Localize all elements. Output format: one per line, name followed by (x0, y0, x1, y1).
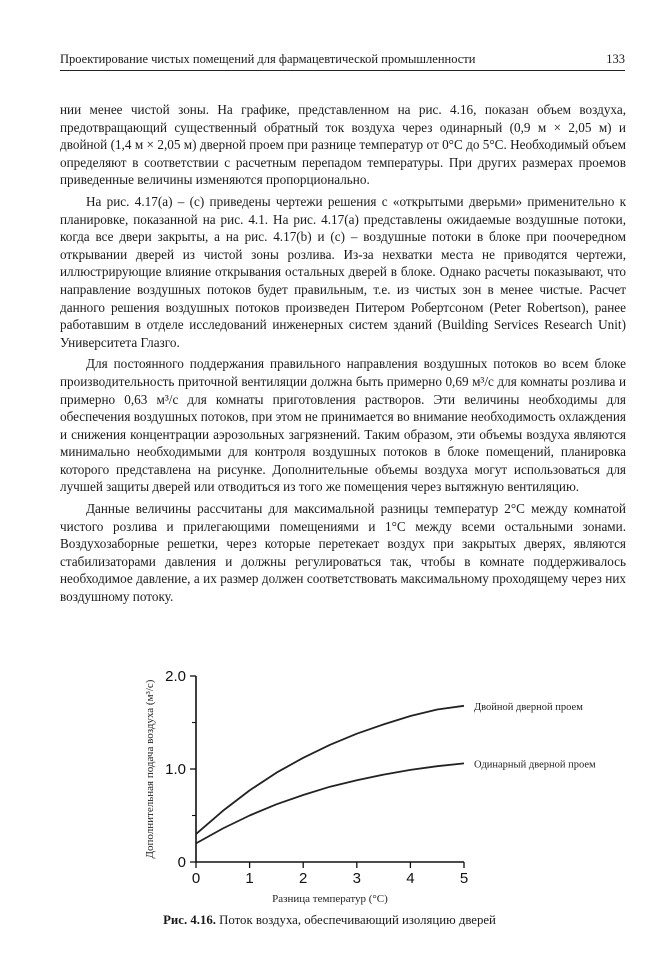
caption-label: Рис. 4.16. (163, 913, 216, 927)
series-label-1: Двойной дверной проем (474, 701, 583, 713)
y-tick-label: 1.0 (165, 761, 186, 778)
x-tick-label: 2 (299, 870, 308, 887)
series-line-2 (196, 763, 464, 843)
page-number: 133 (606, 52, 625, 66)
x-tick-label: 1 (245, 870, 254, 887)
x-tick-label: 4 (406, 870, 415, 887)
figure-caption (0, 913, 659, 928)
series-line-1 (196, 706, 464, 834)
x-tick-label: 0 (191, 870, 201, 887)
series-label-2: Одинарный дверной проем (474, 759, 596, 771)
x-axis-label: Разница температур (°С) (272, 893, 388, 905)
y-axis-label: Дополнительная подача воздуха (м³/с) (144, 679, 156, 859)
paragraph: На рис. 4.17(а) – (с) приведены чертежи решения с «открытыми дверьми» применительно к планировке, показанной на рис. 4.1. На рис. 4.17(а) представлены ожидаемые воздушные потоки, когда все двери закрыты, а на рис. 4.17(b) и (с) – воздушные потоки в блоке при поочередном открывании дверей из чистой зоны розлива. Из-за нехватки места не приводятся чертежи, иллюстрирующие влияние открывания остальных дверей в блоке. Однако расчеты показывают, что направление воздушных потоков будет правильным, т.е. из чистых зон в менее чистые. Расчет данного решения воздушных потоков произведен Питером Робертсоном (Peter Robertson), ранее работавшим в отделе исследований инженерных систем зданий (Building Services Research Unit) Университета Глазго. (60, 193, 626, 350)
paragraph: Для постоянного поддержания правильного направления воздушных потоков во всем блоке производительность приточной вентиляции должна быть примерно 0,69 м³/с для комнаты розлива и примерно 0,63 м³/с для комнаты приготовления растворов. Эти величины необходимы для обеспечения воздушных потоков, при этом не принимается во внимание необходимость охлаждения и снижения концентрации аэрозольных загрязнений. Таким образом, эти объемы воздуха являются минимально необходимыми для контроля воздушных потоков в блоке помещений, планировка которого представлена на рисунке. Дополнительные объемы воздуха могут использоваться для лучшей защиты дверей или отводиться из того же помещения через вытяжную вентиляцию. (60, 356, 626, 495)
running-header-title: Проектирование чистых помещений для фармацевтической промышленности (60, 52, 476, 66)
paragraph: нии менее чистой зоны. На графике, представленном на рис. 4.16, показан объем воздуха, предотвращающий существенный обратный ток воздуха через одинарный (0,9 м × 2,05 м) и двойной (1,4 м × 2,05 м) дверной проем при разнице температур от 0°С до 5°С. Необходимый объем определяют в соответствии с расчетным перепадом температуры. При других размерах проемов приведенные величины изменяются пропорционально. (60, 102, 626, 188)
y-tick-label: 0 (177, 854, 186, 871)
caption-text: Поток воздуха, обеспечивающий изоляцию дверей (219, 913, 496, 927)
x-tick-label: 5 (459, 870, 469, 887)
x-tick-label: 3 (352, 870, 361, 887)
y-tick-label: 2.0 (165, 668, 186, 685)
paragraph: Данные величины рассчитаны для максимальной разницы температур 2°С между комнатой чистого розлива и прилегающими помещениями и 1°С между всеми остальными зонами. Воздухозаборные решетки, через которые перетекает воздух при закрытых дверях, являются стабилизаторами давления и должны регулироваться так, чтобы в комнате поддерживалось необходимое давление, а их размер должен соответствовать максимальному проходящему через них воздушному потоку. (60, 501, 626, 605)
